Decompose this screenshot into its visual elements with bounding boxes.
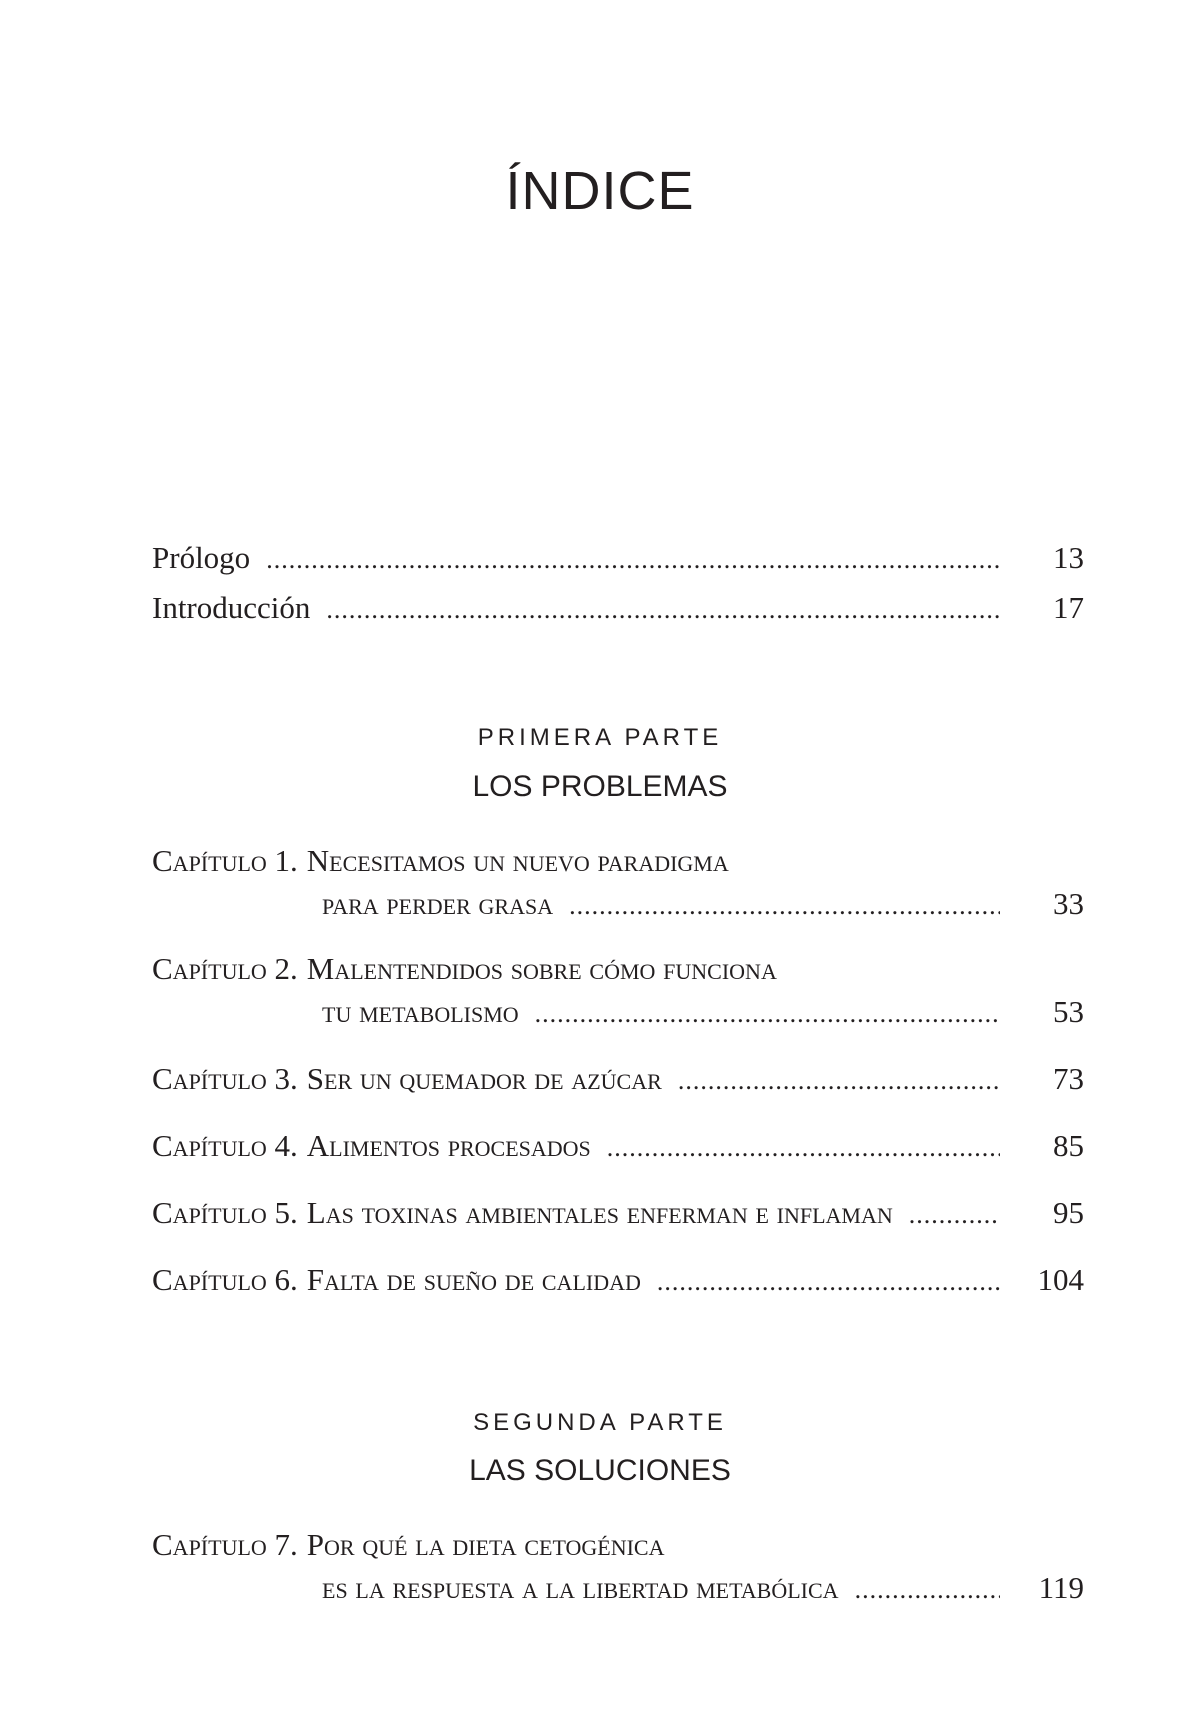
toc-chapter-7-line2[interactable] [322, 1570, 1084, 1616]
chapter-number: Capítulo 1. [152, 843, 298, 878]
toc-chapter-1-line2[interactable] [322, 886, 1084, 932]
part-title: LOS PROBLEMAS [472, 770, 728, 803]
toc-chapter-7-line1[interactable] [152, 1527, 1084, 1573]
dot-leader [678, 1066, 1000, 1096]
toc-chapter-2-line2[interactable] [322, 994, 1084, 1040]
toc-entry-page: 33 [1053, 886, 1084, 921]
part-title: LAS SOLUCIONES [469, 1454, 731, 1487]
chapter-title: Por qué la dieta cetogénica [306, 1527, 665, 1562]
toc-chapter-2-line1[interactable] [152, 951, 1084, 997]
chapter-number: Capítulo 7. [152, 1527, 298, 1562]
chapter-title: Las toxinas ambientales enferman e inflaman [306, 1195, 893, 1230]
toc-entry-page: 104 [1037, 1262, 1084, 1297]
toc-chapter-5[interactable] [152, 1195, 1084, 1241]
part-kicker: SEGUNDA PARTE [473, 1409, 727, 1436]
chapter-title-continued: es la respuesta a la libertad metabólica [322, 1570, 839, 1605]
chapter-number: Capítulo 4. [152, 1128, 298, 1163]
toc-entry-label: Prólogo [152, 540, 251, 575]
chapter-title: Falta de sueño de calidad [306, 1262, 641, 1297]
chapter-title-continued: tu metabolismo [322, 994, 519, 1029]
dot-leader [909, 1200, 1000, 1230]
chapter-number: Capítulo 2. [152, 951, 298, 986]
toc-chapter-3[interactable] [152, 1061, 1084, 1107]
dot-leader [535, 999, 1000, 1029]
toc-entry-page: 13 [1053, 540, 1084, 575]
toc-entry-page: 53 [1053, 994, 1084, 1029]
chapter-title: Alimentos procesados [306, 1128, 591, 1163]
chapter-number: Capítulo 3. [152, 1061, 298, 1096]
chapter-title: Malentendidos sobre cómo funciona [306, 951, 777, 986]
chapter-title: Ser un quemador de azúcar [306, 1061, 662, 1096]
part-kicker: PRIMERA PARTE [477, 724, 723, 751]
toc-entry-page: 73 [1053, 1061, 1084, 1096]
toc-entry-page: 119 [1038, 1570, 1084, 1605]
toc-entry-page: 85 [1053, 1128, 1084, 1163]
toc-chapter-1-line1[interactable] [152, 843, 1084, 889]
toc-chapter-4[interactable] [152, 1128, 1084, 1174]
chapter-number: Capítulo 6. [152, 1262, 298, 1297]
chapter-title: Necesitamos un nuevo paradigma [306, 843, 729, 878]
chapter-number: Capítulo 5. [152, 1195, 298, 1230]
toc-entry-page: 17 [1053, 590, 1084, 625]
page-title: ÍNDICE [505, 161, 695, 221]
toc-entry-page: 95 [1053, 1195, 1084, 1230]
dot-leader [266, 545, 1000, 575]
toc-entry-introduccion[interactable] [152, 590, 1084, 636]
dot-leader [569, 891, 1000, 921]
dot-leader [607, 1133, 1000, 1163]
dot-leader [657, 1267, 1000, 1297]
dot-leader [855, 1575, 1000, 1605]
chapter-title-continued: para perder grasa [322, 886, 554, 921]
toc-chapter-6[interactable] [152, 1262, 1084, 1308]
dot-leader [326, 595, 1000, 625]
toc-entry-label: Introducción [152, 590, 311, 625]
toc-entry-prologo[interactable] [152, 540, 1084, 586]
